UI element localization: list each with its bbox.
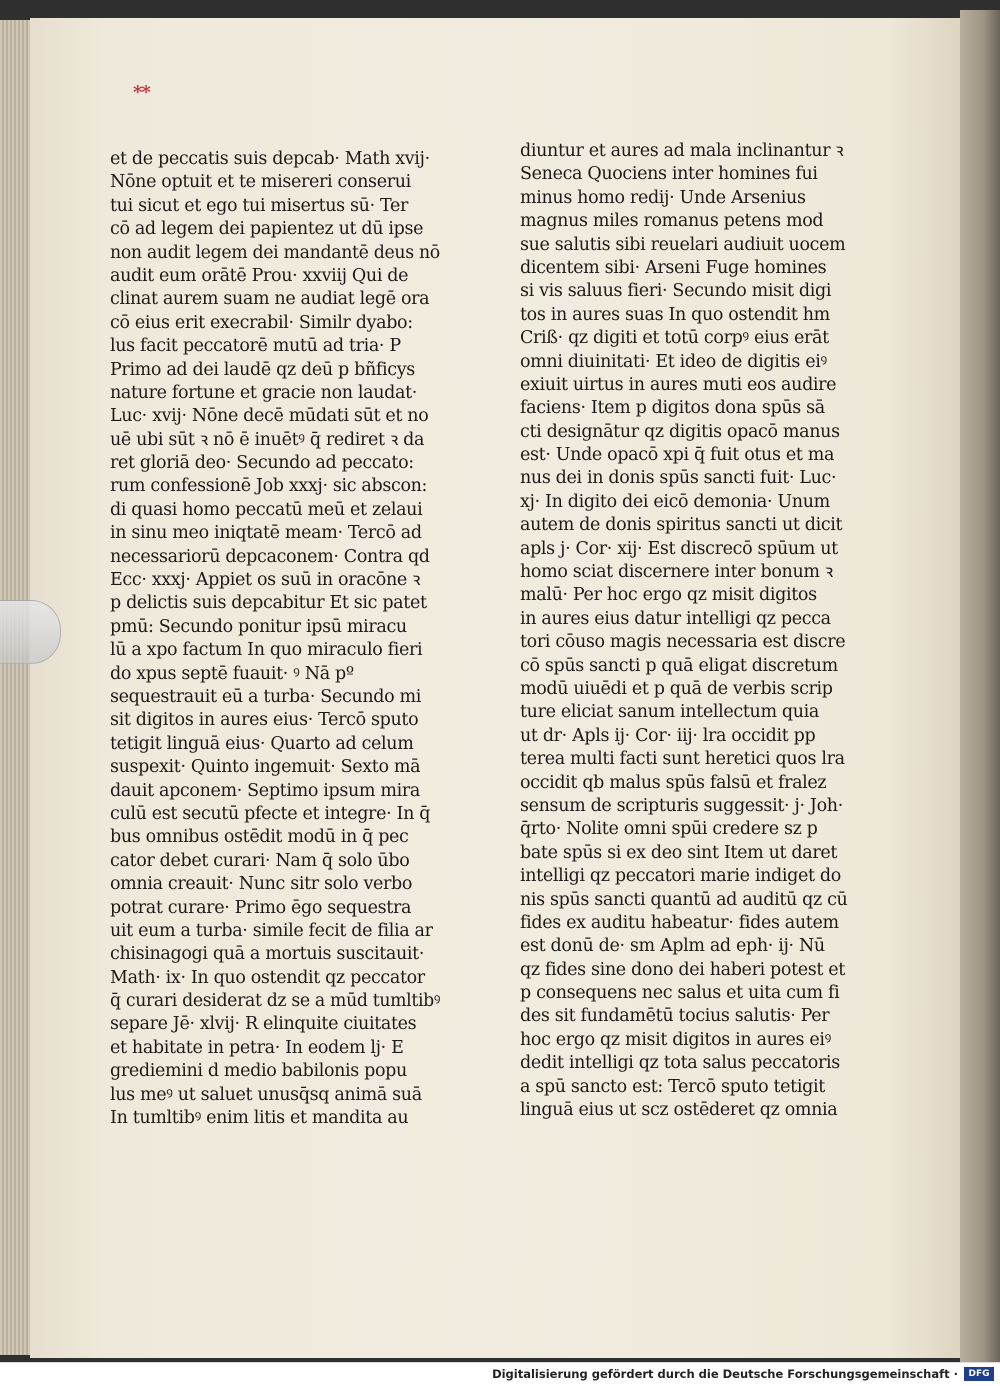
text-line: uit eum a turba· simile fecit de filia ar bbox=[110, 920, 433, 941]
text-line: Seneca Quociens inter homines fui bbox=[520, 164, 818, 185]
text-line: audit eum orātē Prou· xxviij Qui de bbox=[110, 265, 409, 286]
text-line: tori cōuso magis necessaria est discre bbox=[520, 632, 846, 653]
text-line: q̄rto· Nolite omni spūi credere sz p bbox=[520, 819, 818, 840]
text-line: Criß· qz digiti et totū corpꝰ eius erāt bbox=[520, 328, 829, 349]
text-line: faciens· Item p digitos dona spūs sā bbox=[520, 398, 825, 419]
text-line: uē ubi sūt ꝛ nō ē inuētꝰ q̄ rediret ꝛ da bbox=[110, 429, 425, 450]
text-line: cō eius erit execrabil· Similr dyabo: bbox=[110, 312, 413, 333]
text-line: et de peccatis suis depcab· Math xvij· bbox=[110, 149, 430, 169]
text-line: Luc· xvij· Nōne decē mūdati sūt et no bbox=[110, 406, 429, 427]
text-line: linguā eius ut scz ostēderet qz omnia bbox=[520, 1100, 838, 1121]
text-line: homo sciat discernere inter bonum ꝛ bbox=[520, 562, 833, 583]
text-line: malū· Per hoc ergo qz misit digitos bbox=[520, 585, 817, 606]
text-line: do xpus septē fuauit· ꝰ Nā pº bbox=[110, 663, 354, 684]
text-line: ture eliciat sanum intellectum quia bbox=[520, 702, 819, 723]
text-line: chisinagogi quā a mortuis suscitauit· bbox=[110, 944, 425, 965]
text-line: Math· ix· In quo ostendit qz peccator bbox=[110, 967, 425, 988]
text-line: p consequens nec salus et uita cum fi bbox=[520, 983, 840, 1004]
book-page-stack-left bbox=[0, 20, 34, 1355]
text-line: In tumltibꝰ enim litis et mandita au bbox=[110, 1108, 409, 1129]
text-line: lus meꝰ ut saluet unusq̄sq animā suā bbox=[110, 1084, 422, 1105]
text-line: omni diuinitati· Et ideo de digitis eiꝰ bbox=[520, 351, 827, 372]
text-line: cti designātur qz digitis opacō manus bbox=[520, 421, 840, 442]
text-line: tetigit linguā eius· Quarto ad celum bbox=[110, 733, 414, 754]
text-line: est· Unde opacō xpi q̄ fuit otus et ma bbox=[520, 445, 835, 466]
text-line: exiuit uirtus in aures muti eos audire bbox=[520, 374, 837, 395]
text-line: rum confessionē Job xxxj· sic abscon: bbox=[110, 476, 428, 497]
text-line: dicentem sibi· Arseni Fuge homines bbox=[520, 257, 827, 278]
text-line: in sinu meo iniqtatē meam· Tercō ad bbox=[110, 523, 422, 544]
text-line: in aures eius datur intelligi qz pecca bbox=[520, 608, 831, 629]
text-line: xj· In digito dei eicō demonia· Unum bbox=[520, 491, 830, 512]
text-line: fides ex auditu habeatur· fides autem bbox=[520, 912, 839, 933]
text-line: separe Jē· xlvij· R elinquite ciuitates bbox=[110, 1014, 417, 1035]
text-line: omnia creauit· Nunc sitr solo verbo bbox=[110, 874, 413, 895]
text-line: p delictis suis depcabitur Et sic patet bbox=[110, 593, 427, 614]
book-page-stack-right bbox=[960, 10, 1000, 1362]
text-line: apls j· Cor· xij· Est discrecō spūum ut bbox=[520, 538, 838, 559]
text-line: non audit legem dei mandantē deus nō bbox=[110, 242, 440, 263]
text-line: terea multi facti sunt heretici quos lra bbox=[520, 749, 845, 770]
text-line: Primo ad dei laudē qz deū p bñficys bbox=[110, 359, 415, 380]
text-line: di quasi homo peccatū meū et zelaui bbox=[110, 499, 423, 520]
text-line: nis spūs sancti quantū ad auditū qz cū bbox=[520, 889, 848, 910]
text-column-right bbox=[520, 140, 855, 1122]
text-line: sensum de scripturis suggessit· j· Joh· bbox=[520, 795, 843, 816]
text-line: culū est secutū pfecte et integre· In q̄ bbox=[110, 803, 431, 824]
text-line: et habitate in petra· In eodem lj· E bbox=[110, 1037, 404, 1058]
text-line: Ecc· xxxj· Appiet os suū in oracōne ꝛ bbox=[110, 570, 421, 591]
text-line: magnus miles romanus petens mod bbox=[520, 211, 824, 232]
text-line: sue salutis sibi reuelari audiuit uocem bbox=[520, 234, 846, 255]
text-line: cō spūs sancti p quā eligat discretum bbox=[520, 655, 838, 676]
text-line: cator debet curari· Nam q̄ solo ūbo bbox=[110, 850, 410, 871]
footer-bar bbox=[0, 1362, 1000, 1386]
text-line: nus dei in donis spūs sancti fuit· Luc· bbox=[520, 468, 837, 489]
text-line: bus omnibus ostēdit modū in q̄ pec bbox=[110, 827, 409, 848]
text-line: cō ad legem dei papientez ut dū ipse bbox=[110, 219, 424, 240]
text-line: qz fides sine dono dei haberi potest et bbox=[520, 959, 845, 980]
text-line: si vis saluus fieri· Secundo misit digi bbox=[520, 281, 832, 302]
text-line: intelligi qz peccatori marie indiget do bbox=[520, 866, 841, 887]
text-line: occidit qb malus spūs falsū et fralez bbox=[520, 772, 827, 793]
text-line: des sit fundamētū tocius salutis· Per bbox=[520, 1006, 830, 1027]
text-line: lū a xpo factum In quo miraculo fieri bbox=[110, 640, 423, 661]
text-line: modū uiuēdi et p quā de verbis scrip bbox=[520, 678, 833, 699]
text-line: minus homo redij· Unde Arsenius bbox=[520, 187, 806, 208]
text-line: autem de donis spiritus sancti ut dicit bbox=[520, 515, 843, 536]
text-line: dauit apconem· Septimo ipsum mira bbox=[110, 780, 420, 801]
text-column-left bbox=[110, 148, 440, 1130]
text-line: clinat aurem suam ne audiat legē ora bbox=[110, 289, 430, 310]
signature-mark: ** bbox=[133, 82, 150, 103]
footer-credit: Digitalisierung gefördert durch die Deutsche Forschungsgemeinschaft · bbox=[492, 1367, 958, 1381]
text-line: tos in aures suas In quo ostendit hm bbox=[520, 304, 830, 325]
page-clip bbox=[0, 600, 61, 664]
text-line: ret gloriā deo· Secundo ad peccato: bbox=[110, 453, 414, 474]
text-line: sit digitos in aures eius· Tercō sputo bbox=[110, 710, 419, 731]
text-line: tui sicut et ego tui misertus sū· Ter bbox=[110, 195, 408, 216]
text-line: suspexit· Quinto ingemuit· Sexto mā bbox=[110, 757, 421, 778]
text-line: hoc ergo qz misit digitos in aures eiꝰ bbox=[520, 1029, 831, 1050]
text-line: grediemini d medio babilonis popu bbox=[110, 1061, 407, 1082]
text-line: Nōne optuit et te misereri conserui bbox=[110, 172, 411, 193]
text-line: potrat curare· Primo ēgo sequestra bbox=[110, 897, 412, 918]
text-line: diuntur et aures ad mala inclinantur ꝛ bbox=[520, 141, 844, 161]
text-line: necessariorū depcaconem· Contra qd bbox=[110, 546, 430, 567]
text-line: q̄ curari desiderat dz se a mūd tumltibꝰ bbox=[110, 991, 441, 1012]
text-line: nature fortune et gracie non laudat· bbox=[110, 382, 418, 403]
text-line: sequestrauit eū a turba· Secundo mi bbox=[110, 686, 421, 707]
text-line: lus facit peccatorē mutū ad tria· P bbox=[110, 336, 401, 357]
text-line: bate spūs si ex deo sint Item ut daret bbox=[520, 842, 838, 863]
text-line: dedit intelligi qz tota salus peccatoris bbox=[520, 1053, 840, 1074]
text-line: pmū: Secundo ponitur ipsū miracu bbox=[110, 616, 407, 637]
dfg-logo: DFG bbox=[964, 1367, 994, 1381]
text-line: est donū de· sm Aplm ad eph· ij· Nū bbox=[520, 936, 825, 957]
text-line: ut dr· Apls ij· Cor· iij· lra occidit pp bbox=[520, 725, 816, 746]
text-line: a spū sancto est: Tercō sputo tetigit bbox=[520, 1076, 825, 1097]
